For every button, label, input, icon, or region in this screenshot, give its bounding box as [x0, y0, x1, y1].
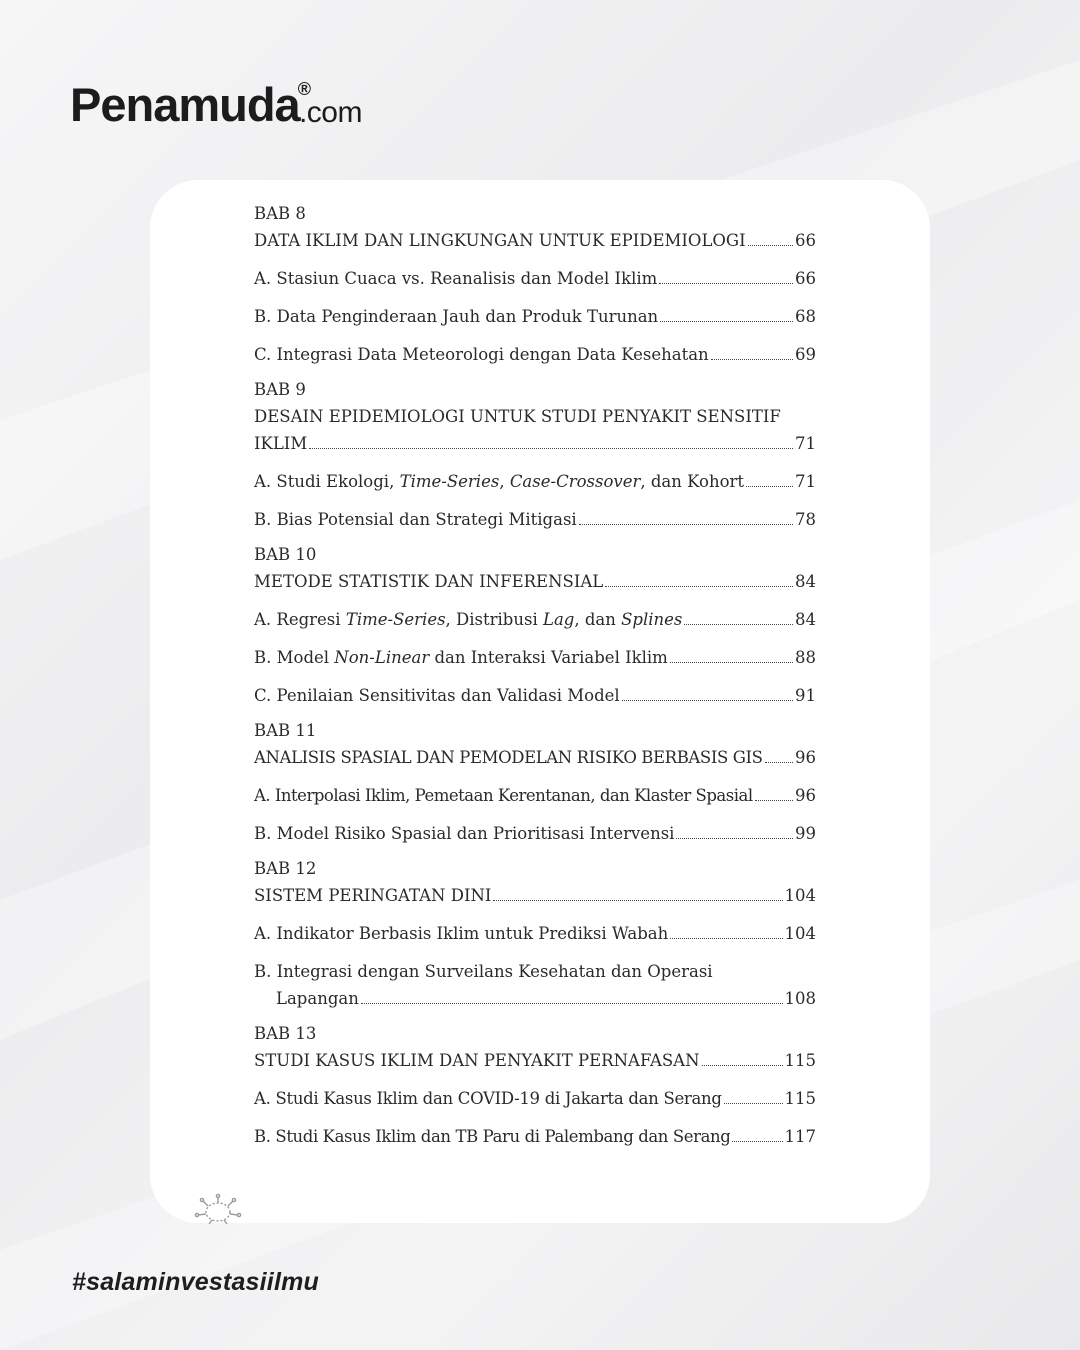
page-number: 88 [795, 648, 816, 667]
chapter-label: BAB 9 [254, 380, 306, 399]
registered-mark: ® [297, 79, 311, 99]
chapter-label: BAB 12 [254, 859, 317, 878]
section-title: B. Model Non-Linear dan Interaksi Variabel Iklim [254, 648, 668, 667]
dot-leader [711, 359, 793, 360]
table-of-contents [254, 200, 816, 1150]
section-title: B. Data Penginderaan Jauh dan Produk Turunan [254, 307, 659, 326]
page-number: 104 [784, 886, 816, 905]
dot-leader [732, 1141, 782, 1142]
page-number: 84 [795, 610, 816, 629]
dot-leader [361, 1003, 783, 1004]
toc-entry[interactable] [254, 882, 816, 909]
toc-entry[interactable] [254, 468, 816, 495]
dot-leader [676, 838, 793, 839]
toc-entry[interactable] [254, 303, 816, 330]
section-title: A. Stasiun Cuaca vs. Reanalisis dan Model Iklim [254, 269, 658, 288]
toc-entry[interactable] [254, 820, 816, 847]
chapter-title: SISTEM PERINGATAN DINI [254, 886, 492, 905]
dot-leader [493, 900, 782, 901]
chapter-title: STUDI KASUS IKLIM DAN PENYAKIT PERNAFASAN [254, 1051, 700, 1070]
dot-leader [309, 448, 793, 449]
chapter-title: METODE STATISTIK DAN INFERENSIAL [254, 572, 604, 591]
section-title-line: B. Integrasi dengan Surveilans Kesehatan dan Operasi [254, 962, 713, 981]
dot-leader [755, 800, 793, 801]
toc-entry[interactable] [254, 430, 816, 457]
page-number: 108 [784, 989, 816, 1008]
page-number: 78 [795, 510, 816, 529]
brand-logo [70, 72, 362, 131]
section-title: B. Bias Potensial dan Strategi Mitigasi [254, 510, 577, 529]
chapter-label: BAB 11 [254, 721, 317, 740]
chapter-title-line: DESAIN EPIDEMIOLOGI UNTUK STUDI PENYAKIT SENSITIF [254, 407, 781, 426]
toc-entry[interactable] [254, 568, 816, 595]
dot-leader [579, 524, 793, 525]
toc-entry[interactable] [254, 265, 816, 292]
page-number: 117 [784, 1127, 816, 1146]
page-number: 104 [784, 924, 816, 943]
chapter-label: BAB 8 [254, 204, 306, 223]
dot-leader [765, 762, 793, 763]
toc-entry[interactable] [254, 506, 816, 533]
page-number: 84 [795, 572, 816, 591]
section-title: A. Interpolasi Iklim, Pemetaan Kerentanan, dan Klaster Spasial [254, 786, 753, 805]
dot-leader [684, 624, 793, 625]
virus-icon [192, 1192, 244, 1226]
brand-suffix: .com [298, 96, 362, 129]
section-title: C. Integrasi Data Meteorologi dengan Data Kesehatan [254, 345, 709, 364]
page-number: 115 [784, 1051, 816, 1070]
dot-leader [702, 1065, 783, 1066]
section-title: B. Model Risiko Spasial dan Prioritisasi Intervensi [254, 824, 675, 843]
dot-leader [746, 486, 793, 487]
toc-entry[interactable] [254, 1123, 816, 1150]
page-number: 66 [795, 231, 816, 250]
dot-leader [670, 938, 782, 939]
brand-name: Penamuda [70, 78, 300, 131]
toc-entry[interactable] [254, 985, 816, 1012]
chapter-label: BAB 13 [254, 1024, 317, 1043]
page-number: 96 [795, 748, 816, 767]
page-number: 68 [795, 307, 816, 326]
section-title: A. Indikator Berbasis Iklim untuk Prediksi Wabah [254, 924, 669, 943]
section-title: B. Studi Kasus Iklim dan TB Paru di Palembang dan Serang [254, 1127, 731, 1146]
section-title: Lapangan [276, 989, 359, 1008]
hashtag: #salaminvestasiilmu [72, 1268, 319, 1296]
page-number: 115 [784, 1089, 816, 1108]
toc-entry[interactable] [254, 606, 816, 633]
toc-entry[interactable] [254, 1085, 816, 1112]
page-number: 96 [795, 786, 816, 805]
dot-leader [660, 321, 793, 322]
page-number: 71 [795, 472, 816, 491]
toc-entry[interactable] [254, 682, 816, 709]
page-number: 91 [795, 686, 816, 705]
toc-entry[interactable] [254, 782, 816, 809]
chapter-title: ANALISIS SPASIAL DAN PEMODELAN RISIKO BERBASIS GIS [254, 748, 763, 767]
toc-entry[interactable] [254, 744, 816, 771]
chapter-title: DATA IKLIM DAN LINGKUNGAN UNTUK EPIDEMIOLOGI [254, 231, 746, 250]
toc-entry[interactable] [254, 227, 816, 254]
dot-leader [622, 700, 793, 701]
toc-entry[interactable] [254, 644, 816, 671]
page-number: 71 [795, 434, 816, 453]
section-title: A. Regresi Time-Series, Distribusi Lag, dan Splines [254, 610, 683, 629]
section-title: C. Penilaian Sensitivitas dan Validasi Model [254, 686, 620, 705]
toc-entry[interactable] [254, 1047, 816, 1074]
page-number: 99 [795, 824, 816, 843]
page-number: 66 [795, 269, 816, 288]
toc-entry[interactable] [254, 920, 816, 947]
dot-leader [670, 662, 793, 663]
dot-leader [605, 586, 793, 587]
dot-leader [659, 283, 793, 284]
toc-entry[interactable] [254, 341, 816, 368]
chapter-title: IKLIM [254, 434, 308, 453]
page-number: 69 [795, 345, 816, 364]
dot-leader [724, 1103, 783, 1104]
chapter-label: BAB 10 [254, 545, 317, 564]
section-title: A. Studi Kasus Iklim dan COVID-19 di Jakarta dan Serang [254, 1089, 722, 1108]
dot-leader [748, 245, 793, 246]
section-title: A. Studi Ekologi, Time-Series, Case-Crossover, dan Kohort [254, 472, 745, 491]
